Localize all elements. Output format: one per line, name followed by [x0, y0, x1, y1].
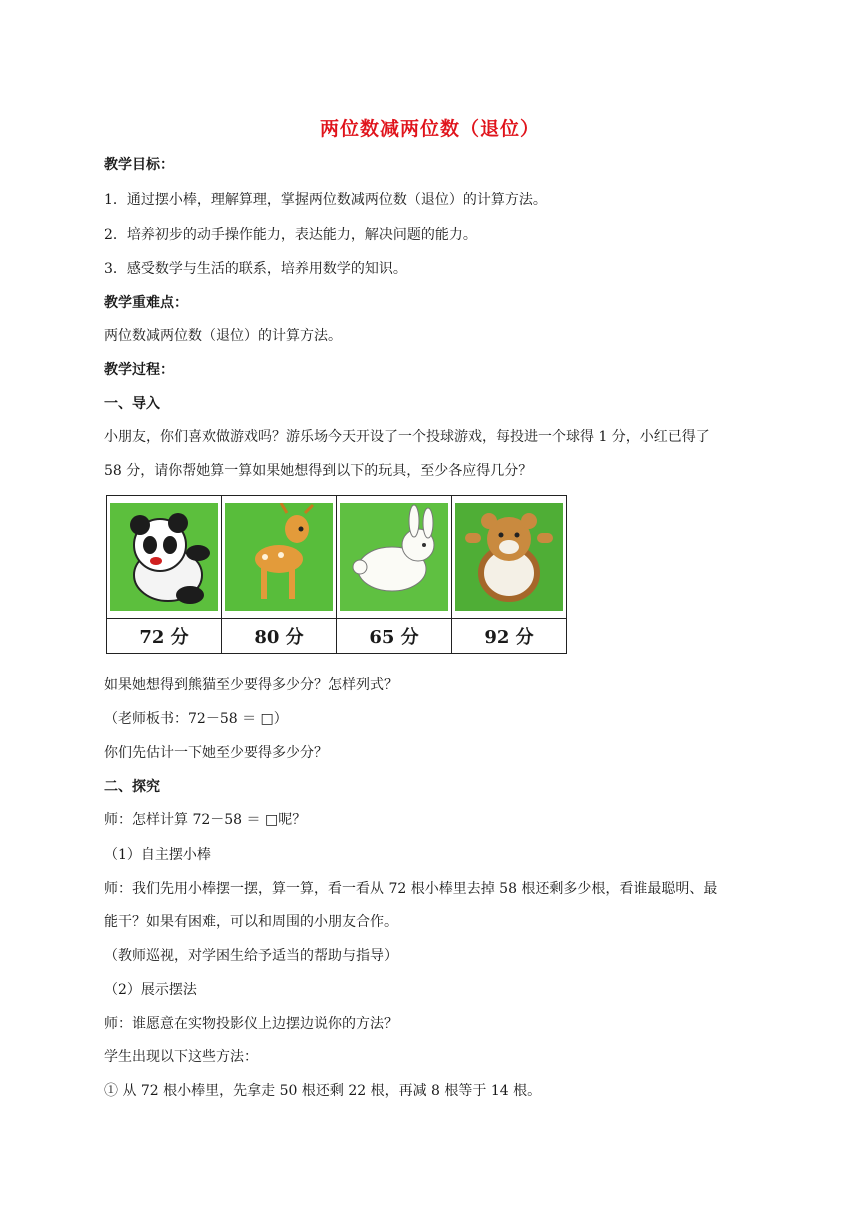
- key-heading: 教学重难点：: [104, 295, 188, 311]
- student-text: 学生出现以下这些方法：: [104, 1049, 258, 1065]
- note-text: （教师巡视，对学困生给予适当的帮助与指导）: [104, 948, 398, 964]
- step-text: （1）自主摆小棒: [104, 847, 211, 863]
- toy-cell: [107, 496, 222, 619]
- teacher-text: 师：我们先用小棒摆一摆，算一算，看一看从 72 根小棒里去掉 58 根还剩多少根，看谁最聪明、最: [104, 881, 718, 897]
- goal-item: 2．培养初步的动手操作能力，表达能力，解决问题的能力。: [104, 227, 477, 243]
- teacher-text: 师：谁愿意在实物投影仪上边摆边说你的方法？: [104, 1016, 398, 1032]
- panda-image: [110, 503, 218, 611]
- deer-image: [225, 503, 333, 611]
- goal-item: 3．感受数学与生活的联系，培养用数学的知识。: [104, 261, 407, 277]
- process-heading: 教学过程：: [104, 362, 174, 378]
- section-heading: 二、探究: [104, 779, 160, 795]
- goals-heading: 教学目标：: [104, 157, 174, 173]
- step-text: （2）展示摆法: [104, 982, 197, 998]
- toy-score: 92 分: [452, 619, 567, 654]
- intro-text: 58 分，请你帮她算一算如果她想得到以下的玩具，至少各应得几分？: [104, 463, 533, 479]
- toy-score: 80 分: [222, 619, 337, 654]
- question-text: 你们先估计一下她至少要得多少分？: [104, 745, 328, 761]
- goal-item: 1．通过摆小棒，理解算理，掌握两位数减两位数（退位）的计算方法。: [104, 192, 547, 208]
- teacher-text: 师：怎样计算 72－58 ＝ □呢？: [104, 812, 307, 828]
- teacher-text: 能干？如果有困难，可以和周围的小朋友合作。: [104, 914, 398, 930]
- intro-text: 小朋友，你们喜欢做游戏吗？游乐场今天开设了一个投球游戏，每投进一个球得 1 分，小红已得了: [104, 429, 710, 445]
- toy-cell: [337, 496, 452, 619]
- toy-score: 72 分: [107, 619, 222, 654]
- rabbit-image: [340, 503, 448, 611]
- toy-score-table: [106, 495, 567, 654]
- toy-cell: [222, 496, 337, 619]
- toy-cell: [452, 496, 567, 619]
- toy-score: 65 分: [337, 619, 452, 654]
- section-heading: 一、导入: [104, 396, 160, 412]
- question-text: 如果她想得到熊猫至少要得多少分？怎样列式？: [104, 677, 398, 693]
- board-text: （老师板书：72－58 ＝ □）: [104, 711, 288, 727]
- method-text: ① 从 72 根小棒里，先拿走 50 根还剩 22 根，再减 8 根等于 14 根。: [104, 1083, 542, 1099]
- key-text: 两位数减两位数（退位）的计算方法。: [104, 328, 342, 344]
- bear-image: [455, 503, 563, 611]
- document-title: 两位数减两位数（退位）: [319, 118, 540, 140]
